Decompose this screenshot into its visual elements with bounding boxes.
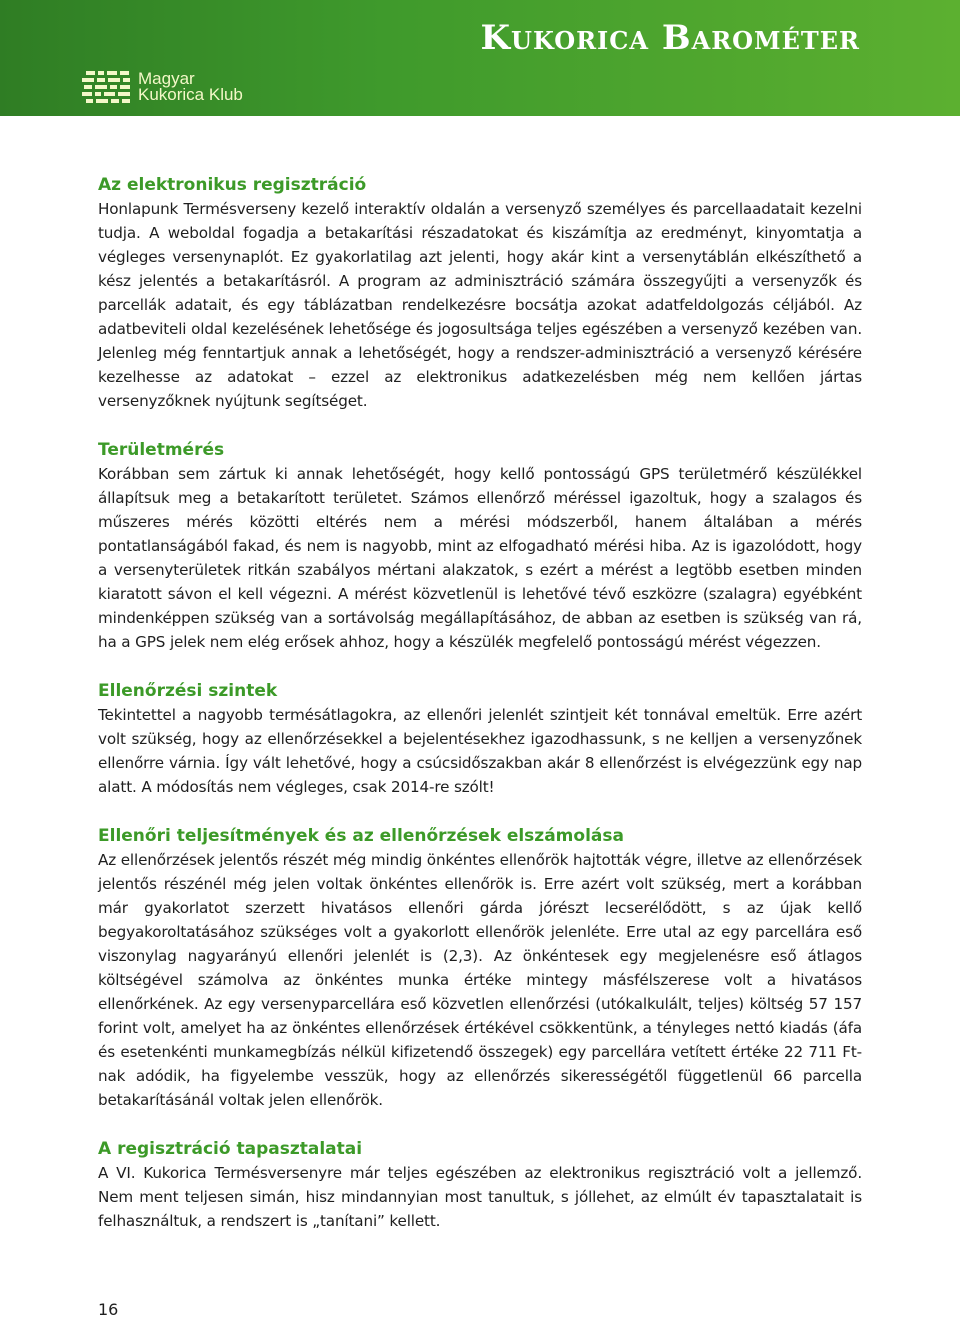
- section-electronic-registration: [98, 173, 862, 413]
- section-text: Honlapunk Termésverseny kezelő interaktív oldalán a versenyző személyes és parcellaadatait kezelni tudja. A weboldal fogadja a betakarítási részadatokat és kiszámítja az eredményt, kinyomtatja a végleges versenynaplót. Ez gyakorlatilag azt jelenti, hogy akár kint a versenytáblán elkészíthető a kész jelentés a betakarításról. A program az adminisztráció számára összegyűjti a versenyzők és parcellák adatait, és egy táblázatban rendelkezésre bocsátja azokat adatfeldolgozás céljából. Az adatbeviteli oldal kezelésének lehetősége és jogosultsága teljes egészében a versenyző kezében van. Jelenleg még fenntartjuk annak a lehetőségét, hogy a rendszer-adminisztráció a versenyző kérésére kezelhesse az adatokat – ezzel az elektronikus adatkezelésben még nem kellően jártas versenyzőknek nyújtunk segítséget.: [98, 200, 862, 410]
- section-registration-experience: [98, 1137, 862, 1233]
- section-area-measurement: [98, 438, 862, 654]
- publication-title: Kukorica Barométer: [480, 18, 860, 58]
- article-body: [98, 173, 862, 1258]
- club-logo: [82, 70, 322, 106]
- section-inspector-performance: [98, 824, 862, 1112]
- page-number: 16: [98, 1300, 119, 1319]
- section-heading: Az elektronikus regisztráció: [98, 175, 367, 195]
- logo-stripes-icon: [82, 70, 132, 104]
- section-text: Korábban sem zártuk ki annak lehetőségét, hogy kellő pontosságú GPS területmérő készülékkel állapítsuk meg a betakarított területet. Számos ellenőrző méréssel igazoltuk, hogy a szalagos és műszeres mérés közötti eltérés nem a mérési módszerből, hanem általában a mérés pontatlanságából fakad, és nem is nagyobb, mint az elfogadható mérési hiba. Az is igazolódott, hogy a versenyterületek ritkán szabályos mértani alakzatok, s ezért a mérést a legtöbb esetben minden kiaratott sávon el kell végezni. A mérést közvetlenül is lehetővé tévő eszközre (szalagra) egyébként mindenképpen szükség van a sortávolság megállapításához, de abban az esetben is szükség van rá, ha a GPS jelek nem elég erősek ahhoz, hogy a készülék megfelelő pontosságú mérést végezzen.: [98, 465, 862, 651]
- section-heading: A regisztráció tapasztalatai: [98, 1139, 363, 1159]
- section-heading: Ellenőri teljesítmények és az ellenőrzések elszámolása: [98, 826, 624, 846]
- section-inspection-levels: [98, 679, 862, 799]
- section-text: Az ellenőrzések jelentős részét még mindig önkéntes ellenőrök hajtották végre, illetve az ellenőrzések jelentős részénél még jelen voltak önkéntes ellenőrök is. Erre azért volt szükség, mert a korábban már gyakorlatot szerzett hivatásos ellenőri gárda jórészt lecserélődött, s az újak kellő begyakoroltatásához szükséges volt a gyakorlott ellenőrök jelenléte. Erre utal az egy parcellára eső viszonylag nagyarányú ellenőri jelenlét is (2,3). Az önkéntesek egy megjelenésre eső átlagos költségével számolva az önkéntes munka értéke mintegy másfélszerese volt a hivatásos ellenőrkének. Az egy versenyparcellára eső közvetlen ellenőrzési (utókalkulált, teljes) költség 57 157 forint volt, amelyet ha az önkéntes ellenőrzések értékével csökkentünk, a tényleges nettó kiadás (áfa és esetenkénti munkamegbízás nélkül kifizetendő összegek) egy parcellára vetített értéke 22 711 Ft-nak adódik, ha figyelembe vesszük, hogy az ellenőrzés sikerességétől függetlenül 66 parcella betakarításánál voltak jelen ellenőrök.: [98, 851, 863, 1109]
- section-text: Tekintettel a nagyobb termésátlagokra, az ellenőri jelenlét szintjeit két tonnával emeltük. Erre azért volt szükség, hogy az ellenőrzésekkel a bejelentésekhez igazodhassunk, s ne kelljen a versenyzőnek ellenőrre várnia. Így vált lehetővé, hogy a csúcsidőszakban akár 8 ellenőrzést is elvégezzünk egy nap alatt. A módosítás nem végleges, csak 2014-re szólt!: [98, 706, 862, 796]
- logo-line-1: Magyar: [138, 69, 195, 88]
- section-heading: Ellenőrzési szintek: [98, 681, 278, 701]
- section-heading: Területmérés: [98, 440, 225, 460]
- header-band: [0, 0, 960, 116]
- section-text: A VI. Kukorica Termésversenyre már teljes egészében az elektronikus regisztráció volt a jellemző. Nem ment teljesen simán, hisz mindannyian most tanultuk, s jóllehet, az elmúlt év tapasztalatait is felhasználtuk, a rendszert is „tanítani” kellett.: [98, 1164, 862, 1230]
- logo-line-2: Kukorica Klub: [138, 85, 243, 104]
- logo-text: [138, 71, 243, 103]
